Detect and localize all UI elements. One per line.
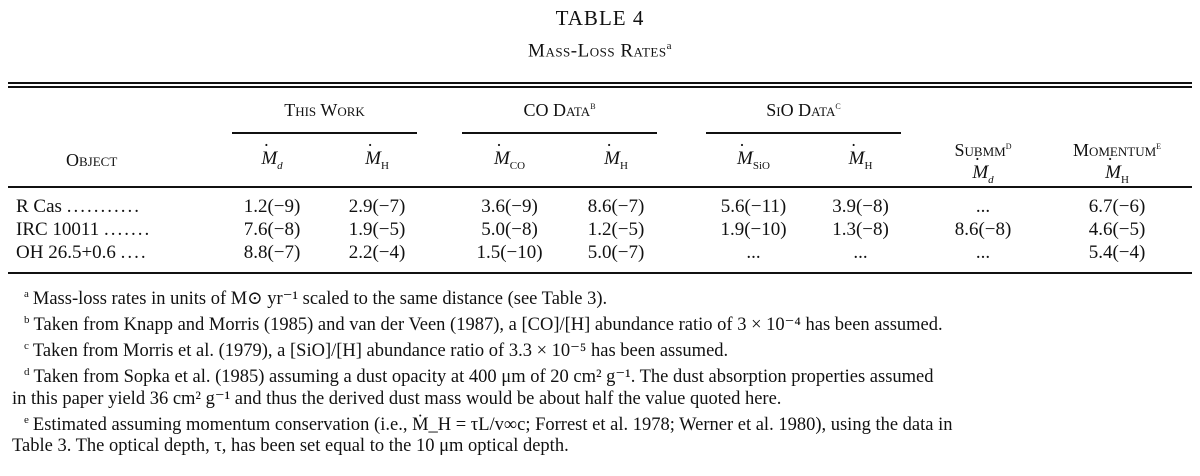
footnote-d: $^d$ Taken from Sopka et al. (1985) assuming a dust opacity at 400 μm of 20 cm² g⁻¹. The dust absorption properties assumed	[24, 366, 934, 388]
col-mh-momentum: · $M_H$	[1042, 162, 1192, 186]
top-double-rule-1	[8, 82, 1192, 84]
cell-value: 6.7(−6)	[1088, 196, 1146, 217]
footnote-e-continued: Table 3. The optical depth, τ, has been set equal to the 10 μm optical depth.	[12, 435, 569, 456]
group-co-data: CO Data$^b$	[523, 100, 596, 120]
footnote-d-continued: in this paper yield 36 cm² g⁻¹ and thus the derived dust mass would be about half the value quoted here.	[12, 388, 782, 409]
group-sio-data: SiO Data$^c$	[766, 100, 841, 120]
footnote-c: $^c$ Taken from Morris et al. (1979), a [SiO]/[H] abundance ratio of 3.3 × 10⁻⁵ has been assumed.	[24, 340, 729, 362]
cell-value: 5.0(−8)	[481, 219, 538, 240]
momentum-footnote-mark: e	[1156, 140, 1162, 152]
cell-value: 1.2(−5)	[587, 219, 645, 240]
cell-value: ...	[975, 242, 991, 263]
table-subtitle: Mass-Loss Rates$^a$	[528, 40, 672, 62]
cell-value: 2.9(−7)	[348, 196, 406, 217]
co-footnote-mark: b	[590, 100, 596, 112]
group-rule-this-work	[232, 132, 417, 134]
cell-value: 8.8(−7)	[243, 242, 301, 263]
col-mco: · $M_{CO}$	[462, 148, 557, 172]
subtitle-footnote-mark: a	[666, 40, 672, 52]
col-mh-sio: · $M_H$	[820, 148, 901, 172]
cell-value: 1.5(−10)	[476, 242, 543, 263]
cell-value: ...	[746, 242, 761, 263]
footnote-b: $^b$ Taken from Knapp and Morris (1985) and van der Veen (1987), a [CO]/[H] abundance ratio of 3 × 10⁻⁴ has been assumed.	[24, 314, 943, 336]
cell-value: 5.6(−11)	[720, 196, 787, 217]
cell-value: 1.3(−8)	[832, 219, 889, 240]
footnote-a: $^a$ Mass-loss rates in units of M⊙ yr⁻¹ scaled to the same distance (see Table 3).	[24, 288, 608, 310]
table-title: TABLE 4	[555, 6, 645, 30]
cell-value: ...	[853, 242, 868, 263]
col-mh-co: · $M_H$	[575, 148, 657, 172]
row-object: R Cas ...........	[16, 196, 141, 217]
cell-value: 1.9(−10)	[720, 219, 787, 240]
group-this-work: This Work	[284, 100, 365, 120]
top-double-rule-2	[8, 86, 1192, 88]
col-mh: · $M_H$	[337, 148, 417, 172]
group-rule-sio	[706, 132, 901, 134]
cell-value: 5.4(−4)	[1088, 242, 1146, 263]
row-object: IRC 10011 .......	[16, 219, 152, 240]
cell-value: 5.0(−7)	[587, 242, 645, 263]
col-md-submm: · $M_d$	[928, 162, 1038, 186]
cell-value: 7.6(−8)	[243, 219, 301, 240]
footnote-e: $^e$ Estimated assuming momentum conservation (i.e., Ṁ_H = τL/v∞c; Forrest et al. 1978; Werner et al. 1980), using the data in	[24, 413, 953, 435]
group-submm: Submm$^d$	[954, 140, 1012, 160]
table-bottom-rule	[8, 272, 1192, 274]
cell-value: 4.6(−5)	[1088, 219, 1146, 240]
header-bottom-rule	[8, 186, 1192, 188]
cell-value: 1.2(−9)	[243, 196, 301, 217]
group-momentum: Momentum$^e$	[1072, 140, 1162, 160]
cell-value: 8.6(−7)	[587, 196, 645, 217]
sio-footnote-mark: c	[835, 100, 841, 112]
group-rule-co	[462, 132, 657, 134]
col-md: · $M_d$	[232, 148, 312, 172]
cell-value: 3.9(−8)	[832, 196, 889, 217]
submm-footnote-mark: d	[1005, 140, 1012, 152]
cell-value: 1.9(−5)	[348, 219, 406, 240]
cell-value: 8.6(−8)	[954, 219, 1012, 240]
row-object: OH 26.5+0.6 ....	[16, 242, 148, 263]
col-msio: · $M_{SiO}$	[706, 148, 801, 172]
cell-value: ...	[975, 196, 991, 217]
footnotes	[12, 284, 1192, 457]
cell-value: 3.6(−9)	[481, 196, 538, 217]
col-object: Object	[66, 150, 118, 170]
cell-value: 2.2(−4)	[348, 242, 406, 263]
